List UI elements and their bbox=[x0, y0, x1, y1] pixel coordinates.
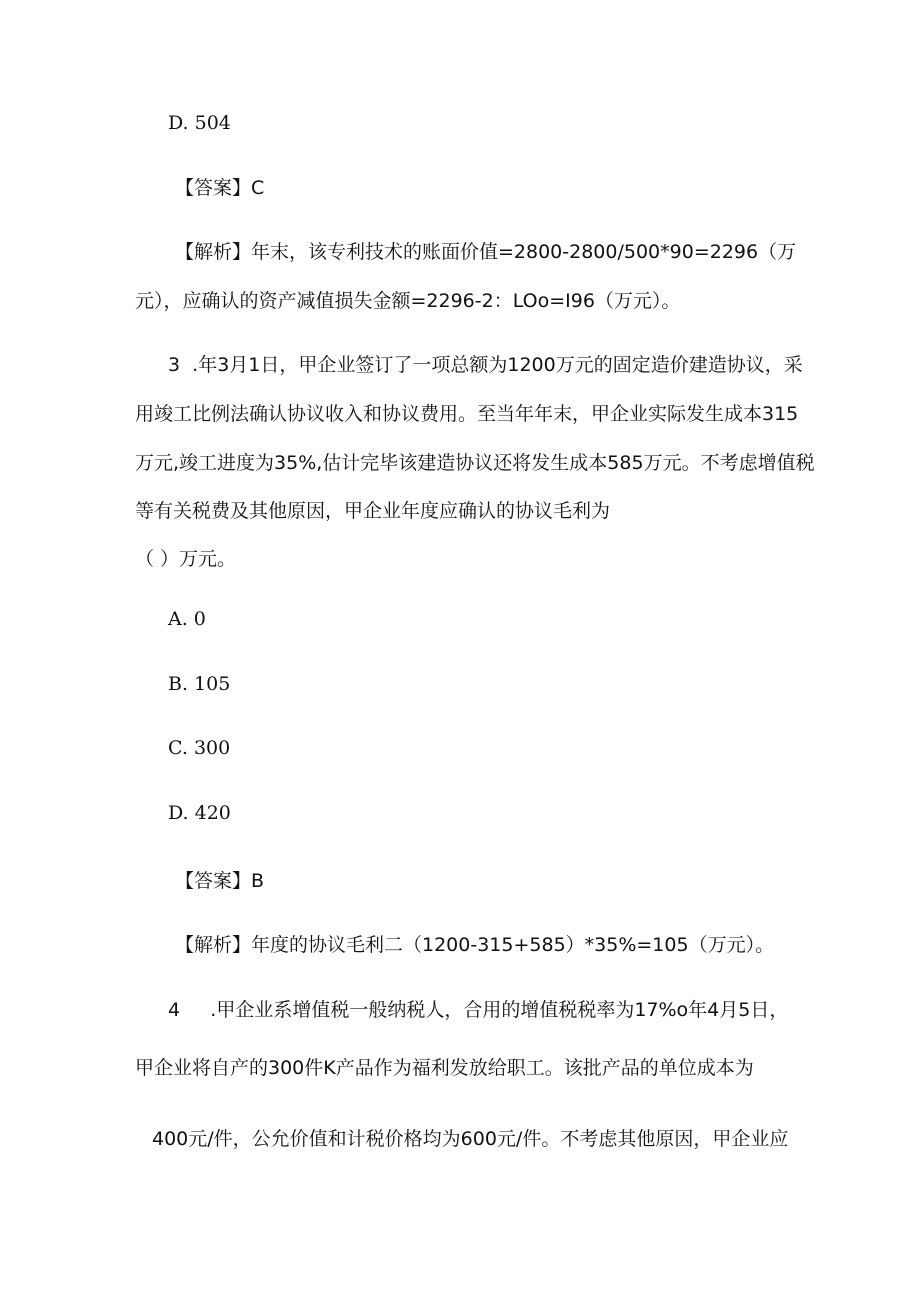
q3-stem-line-4: 等有关税费及其他原因，甲企业年度应确认的协议毛利为 bbox=[135, 500, 611, 522]
q3-option-c: C. 300 bbox=[168, 737, 231, 759]
q3-option-a: A. 0 bbox=[168, 608, 206, 630]
q2-answer: 【答案】C bbox=[175, 177, 265, 199]
q3-stem-line-1: 3 .年3月1日，甲企业签订了一项总额为1200万元的固定造价建造协议，采 bbox=[168, 354, 803, 376]
q4-stem-line-3: 400元/件，公允价值和计税价格均为600元/件。不考虑其他原因，甲企业应 bbox=[152, 1128, 789, 1150]
q3-option-b: B. 105 bbox=[168, 673, 231, 695]
q2-analysis-line-2: 元），应确认的资产减值损失金额=2296-2：LOo=I96（万元）。 bbox=[135, 290, 681, 312]
q3-option-d: D. 420 bbox=[168, 802, 231, 824]
q3-stem-line-5: （ ）万元。 bbox=[135, 548, 237, 570]
q3-stem-line-2: 用竣工比例法确认协议收入和协议费用。至当年年末，甲企业实际发生成本315 bbox=[135, 403, 799, 425]
q4-stem-line-2: 甲企业将自产的300件K产品作为福利发放给职工。该批产品的单位成本为 bbox=[135, 1057, 754, 1079]
q4-stem-line-1: 4 .甲企业系增值税一般纳税人，合用的增值税税率为17%o年4月5日， bbox=[168, 999, 789, 1021]
q3-analysis: 【解析】年度的协议毛利二（1200-315+585）*35%=105（万元）。 bbox=[175, 934, 775, 956]
q2-analysis-line-1: 【解析】年末，该专利技术的账面价值=2800-2800/500*90=2296（万 bbox=[175, 241, 797, 263]
q3-answer: 【答案】B bbox=[175, 870, 265, 892]
q3-stem-line-3: 万元,竣工进度为35%,估计完毕该建造协议还将发生成本585万元。不考虑增值税 bbox=[135, 452, 815, 474]
q2-option-d: D. 504 bbox=[168, 112, 231, 134]
